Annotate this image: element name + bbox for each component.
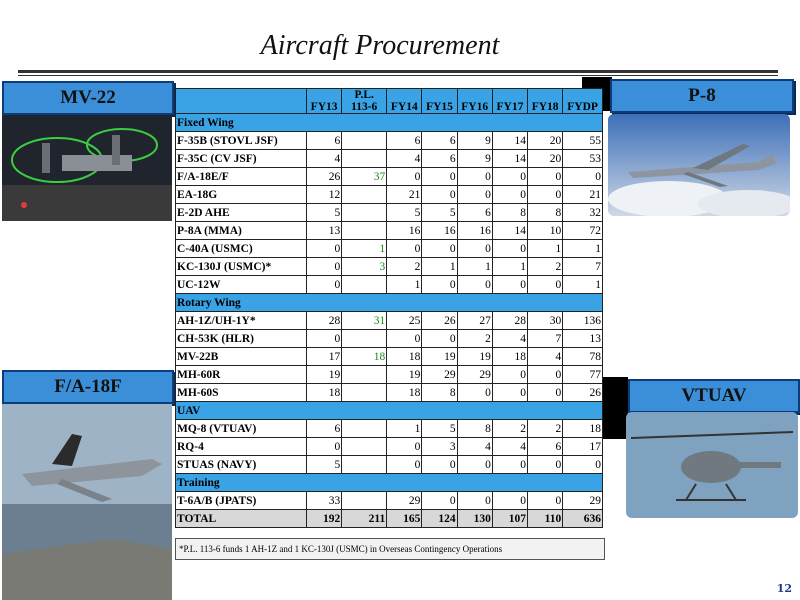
table-cell: 9 bbox=[457, 132, 492, 150]
table-cell: 28 bbox=[307, 312, 342, 330]
table-cell: 136 bbox=[563, 312, 603, 330]
section-row bbox=[176, 474, 603, 492]
table-cell: 16 bbox=[422, 222, 457, 240]
table-cell bbox=[342, 384, 387, 402]
table-cell: 29 bbox=[422, 366, 457, 384]
table-cell: 0 bbox=[457, 384, 492, 402]
table-cell: 165 bbox=[387, 510, 422, 528]
table-cell: 4 bbox=[492, 330, 527, 348]
table-cell bbox=[342, 420, 387, 438]
column-header: FY13 bbox=[307, 89, 342, 114]
table-cell bbox=[342, 492, 387, 510]
table-cell: 0 bbox=[422, 492, 457, 510]
table-cell: 4 bbox=[387, 150, 422, 168]
table-cell: 26 bbox=[422, 312, 457, 330]
table-cell: 636 bbox=[563, 510, 603, 528]
table-cell: 78 bbox=[563, 348, 603, 366]
table-cell bbox=[342, 186, 387, 204]
table-cell: 0 bbox=[387, 330, 422, 348]
mv22-label: MV-22 bbox=[2, 81, 174, 115]
table-cell: 0 bbox=[457, 240, 492, 258]
table-cell: 2 bbox=[528, 258, 563, 276]
table-cell: 5 bbox=[422, 204, 457, 222]
table-cell: 0 bbox=[492, 240, 527, 258]
table-cell: 6 bbox=[457, 204, 492, 222]
column-header: FY17 bbox=[492, 89, 527, 114]
row-label: MH-60R bbox=[176, 366, 307, 384]
footnote: *P.L. 113-6 funds 1 AH-1Z and 1 KC-130J (USMC) in Overseas Contingency Operations bbox=[175, 538, 605, 560]
p8-photo bbox=[608, 114, 790, 216]
table-cell: 0 bbox=[528, 366, 563, 384]
table-cell: 18 bbox=[387, 348, 422, 366]
table-cell: 1 bbox=[492, 258, 527, 276]
table-row bbox=[176, 186, 603, 204]
table-cell: 6 bbox=[387, 132, 422, 150]
table-cell: 8 bbox=[492, 204, 527, 222]
table-cell: 6 bbox=[307, 420, 342, 438]
table-row bbox=[176, 510, 603, 528]
table-cell: 0 bbox=[422, 456, 457, 474]
table-header-row bbox=[176, 89, 603, 114]
vtuav-frame bbox=[602, 377, 628, 439]
row-label: MH-60S bbox=[176, 384, 307, 402]
table-cell: 2 bbox=[492, 420, 527, 438]
table-cell: 6 bbox=[528, 438, 563, 456]
table-cell: 5 bbox=[422, 420, 457, 438]
table-cell: 0 bbox=[387, 168, 422, 186]
table-cell: 26 bbox=[563, 384, 603, 402]
table-cell: 12 bbox=[307, 186, 342, 204]
table-cell: 0 bbox=[387, 438, 422, 456]
table-cell: 192 bbox=[307, 510, 342, 528]
table-cell: 1 bbox=[528, 240, 563, 258]
table-cell: 0 bbox=[492, 492, 527, 510]
table-cell: 4 bbox=[492, 438, 527, 456]
table-cell: 2 bbox=[387, 258, 422, 276]
table-cell: 16 bbox=[387, 222, 422, 240]
table-cell: 30 bbox=[528, 312, 563, 330]
table-row bbox=[176, 258, 603, 276]
table-cell: 7 bbox=[528, 330, 563, 348]
row-label: CH-53K (HLR) bbox=[176, 330, 307, 348]
title-rule bbox=[18, 70, 778, 73]
table-cell: 0 bbox=[457, 186, 492, 204]
row-label: UC-12W bbox=[176, 276, 307, 294]
table-cell bbox=[342, 456, 387, 474]
table-cell: 28 bbox=[492, 312, 527, 330]
table-row bbox=[176, 492, 603, 510]
table-cell bbox=[342, 438, 387, 456]
table-cell: 18 bbox=[342, 348, 387, 366]
table-cell: 0 bbox=[307, 438, 342, 456]
table-cell bbox=[342, 150, 387, 168]
table-cell: 8 bbox=[422, 384, 457, 402]
row-label: F-35B (STOVL JSF) bbox=[176, 132, 307, 150]
table-cell: 5 bbox=[307, 204, 342, 222]
table-cell bbox=[342, 276, 387, 294]
table-cell: 21 bbox=[563, 186, 603, 204]
table-cell: 1 bbox=[563, 240, 603, 258]
table-cell: 4 bbox=[528, 348, 563, 366]
table-cell: 0 bbox=[528, 492, 563, 510]
table-cell: 8 bbox=[457, 420, 492, 438]
page-title: Aircraft Procurement bbox=[260, 30, 500, 61]
table-cell: 0 bbox=[422, 186, 457, 204]
row-label: KC-130J (USMC)* bbox=[176, 258, 307, 276]
table-cell: 0 bbox=[457, 456, 492, 474]
table-cell: 0 bbox=[528, 384, 563, 402]
row-label: RQ-4 bbox=[176, 438, 307, 456]
row-label: C-40A (USMC) bbox=[176, 240, 307, 258]
table-cell: 0 bbox=[457, 492, 492, 510]
table-cell: 4 bbox=[307, 150, 342, 168]
section-label: Fixed Wing bbox=[176, 114, 603, 132]
column-header: FYDP bbox=[563, 89, 603, 114]
table-cell: 19 bbox=[422, 348, 457, 366]
table-row bbox=[176, 312, 603, 330]
column-header: FY14 bbox=[387, 89, 422, 114]
table-cell: 0 bbox=[387, 240, 422, 258]
table-cell: 72 bbox=[563, 222, 603, 240]
table-cell: 9 bbox=[457, 150, 492, 168]
row-label: T-6A/B (JPATS) bbox=[176, 492, 307, 510]
column-header: P.L. 113-6 bbox=[342, 89, 387, 114]
table-cell: 55 bbox=[563, 132, 603, 150]
table-cell: 1 bbox=[342, 240, 387, 258]
row-label: AH-1Z/UH-1Y* bbox=[176, 312, 307, 330]
table-cell: 25 bbox=[387, 312, 422, 330]
procurement-table bbox=[175, 88, 603, 528]
table-cell bbox=[342, 222, 387, 240]
table-cell: 13 bbox=[307, 222, 342, 240]
table-cell: 0 bbox=[528, 186, 563, 204]
table-cell: 0 bbox=[457, 168, 492, 186]
title-rule-thin bbox=[18, 75, 778, 76]
row-label: MV-22B bbox=[176, 348, 307, 366]
table-cell: 0 bbox=[528, 168, 563, 186]
table-row bbox=[176, 438, 603, 456]
table-cell: 0 bbox=[492, 366, 527, 384]
table-cell: 0 bbox=[422, 330, 457, 348]
table-cell: 10 bbox=[528, 222, 563, 240]
table-cell: 16 bbox=[457, 222, 492, 240]
table-row bbox=[176, 276, 603, 294]
table-row bbox=[176, 366, 603, 384]
table-cell: 19 bbox=[387, 366, 422, 384]
row-label: E-2D AHE bbox=[176, 204, 307, 222]
mv22-photo bbox=[2, 115, 172, 221]
table-cell: 1 bbox=[563, 276, 603, 294]
section-row bbox=[176, 294, 603, 312]
table-cell: 0 bbox=[307, 240, 342, 258]
row-label: F/A-18E/F bbox=[176, 168, 307, 186]
section-label: Training bbox=[176, 474, 603, 492]
table-cell bbox=[342, 204, 387, 222]
table-cell: 19 bbox=[457, 348, 492, 366]
table-cell bbox=[342, 366, 387, 384]
table-cell: 14 bbox=[492, 150, 527, 168]
table-row bbox=[176, 132, 603, 150]
table-cell: 7 bbox=[563, 258, 603, 276]
fa18f-photo bbox=[2, 404, 172, 600]
table-cell: 77 bbox=[563, 366, 603, 384]
table-row bbox=[176, 222, 603, 240]
table-row bbox=[176, 150, 603, 168]
table-cell: 4 bbox=[457, 438, 492, 456]
table-cell: 0 bbox=[528, 456, 563, 474]
p8-label: P-8 bbox=[610, 79, 794, 113]
row-label: F-35C (CV JSF) bbox=[176, 150, 307, 168]
table-cell: 124 bbox=[422, 510, 457, 528]
table-cell: 32 bbox=[563, 204, 603, 222]
table-cell: 29 bbox=[387, 492, 422, 510]
column-header: FY16 bbox=[457, 89, 492, 114]
table-cell: 130 bbox=[457, 510, 492, 528]
table-cell: 1 bbox=[457, 258, 492, 276]
table-cell: 2 bbox=[528, 420, 563, 438]
table-cell: 0 bbox=[492, 276, 527, 294]
table-cell: 107 bbox=[492, 510, 527, 528]
table-cell: 0 bbox=[492, 186, 527, 204]
table-cell: 0 bbox=[457, 276, 492, 294]
table-cell: 18 bbox=[563, 420, 603, 438]
table-cell: 20 bbox=[528, 132, 563, 150]
table-cell: 5 bbox=[307, 456, 342, 474]
table-row bbox=[176, 456, 603, 474]
vtuav-label: VTUAV bbox=[628, 379, 800, 413]
table-cell: 8 bbox=[528, 204, 563, 222]
table-cell: 0 bbox=[307, 258, 342, 276]
table-cell: 0 bbox=[492, 384, 527, 402]
table-cell bbox=[342, 330, 387, 348]
table-row bbox=[176, 168, 603, 186]
table-cell: 21 bbox=[387, 186, 422, 204]
table-cell: 0 bbox=[492, 168, 527, 186]
table-cell: 3 bbox=[342, 258, 387, 276]
row-label: EA-18G bbox=[176, 186, 307, 204]
page-number: 12 bbox=[776, 582, 792, 595]
table-cell: 0 bbox=[563, 168, 603, 186]
table-cell: 110 bbox=[528, 510, 563, 528]
table-cell: 0 bbox=[422, 276, 457, 294]
table-row bbox=[176, 348, 603, 366]
table-cell: 27 bbox=[457, 312, 492, 330]
table-cell: 20 bbox=[528, 150, 563, 168]
table-cell: 53 bbox=[563, 150, 603, 168]
table-cell: 0 bbox=[387, 456, 422, 474]
table-cell: 0 bbox=[307, 330, 342, 348]
section-label: UAV bbox=[176, 402, 603, 420]
table-cell: 19 bbox=[307, 366, 342, 384]
table-cell: 31 bbox=[342, 312, 387, 330]
table-cell: 14 bbox=[492, 132, 527, 150]
table-cell: 5 bbox=[387, 204, 422, 222]
table-cell: 14 bbox=[492, 222, 527, 240]
table-cell: 0 bbox=[492, 456, 527, 474]
table-cell: 29 bbox=[457, 366, 492, 384]
table-cell: 1 bbox=[387, 276, 422, 294]
table-cell: 1 bbox=[422, 258, 457, 276]
table-cell: 18 bbox=[307, 384, 342, 402]
table-row bbox=[176, 240, 603, 258]
table-cell: 211 bbox=[342, 510, 387, 528]
row-label: P-8A (MMA) bbox=[176, 222, 307, 240]
section-label: Rotary Wing bbox=[176, 294, 603, 312]
table-cell: 26 bbox=[307, 168, 342, 186]
table-cell: 17 bbox=[563, 438, 603, 456]
table-cell bbox=[342, 132, 387, 150]
table-cell: 2 bbox=[457, 330, 492, 348]
row-label: MQ-8 (VTUAV) bbox=[176, 420, 307, 438]
row-label: TOTAL bbox=[176, 510, 307, 528]
table-cell: 13 bbox=[563, 330, 603, 348]
row-label: STUAS (NAVY) bbox=[176, 456, 307, 474]
table-row bbox=[176, 330, 603, 348]
table-cell: 29 bbox=[563, 492, 603, 510]
table-cell: 3 bbox=[422, 438, 457, 456]
table-cell: 18 bbox=[387, 384, 422, 402]
fa18f-label: F/A-18F bbox=[2, 370, 174, 404]
table-row bbox=[176, 204, 603, 222]
table-cell: 0 bbox=[307, 276, 342, 294]
table-cell: 33 bbox=[307, 492, 342, 510]
section-row bbox=[176, 114, 603, 132]
table-cell: 37 bbox=[342, 168, 387, 186]
table-cell: 0 bbox=[563, 456, 603, 474]
section-row bbox=[176, 402, 603, 420]
table-row bbox=[176, 420, 603, 438]
table-cell: 1 bbox=[387, 420, 422, 438]
table-cell: 0 bbox=[528, 276, 563, 294]
table-cell: 0 bbox=[422, 168, 457, 186]
table-cell: 6 bbox=[422, 150, 457, 168]
table-cell: 18 bbox=[492, 348, 527, 366]
column-header bbox=[176, 89, 307, 114]
table-cell: 6 bbox=[422, 132, 457, 150]
table-cell: 0 bbox=[422, 240, 457, 258]
table-row bbox=[176, 384, 603, 402]
table-cell: 17 bbox=[307, 348, 342, 366]
column-header: FY15 bbox=[422, 89, 457, 114]
table-cell: 6 bbox=[307, 132, 342, 150]
vtuav-photo bbox=[626, 412, 798, 518]
column-header: FY18 bbox=[528, 89, 563, 114]
